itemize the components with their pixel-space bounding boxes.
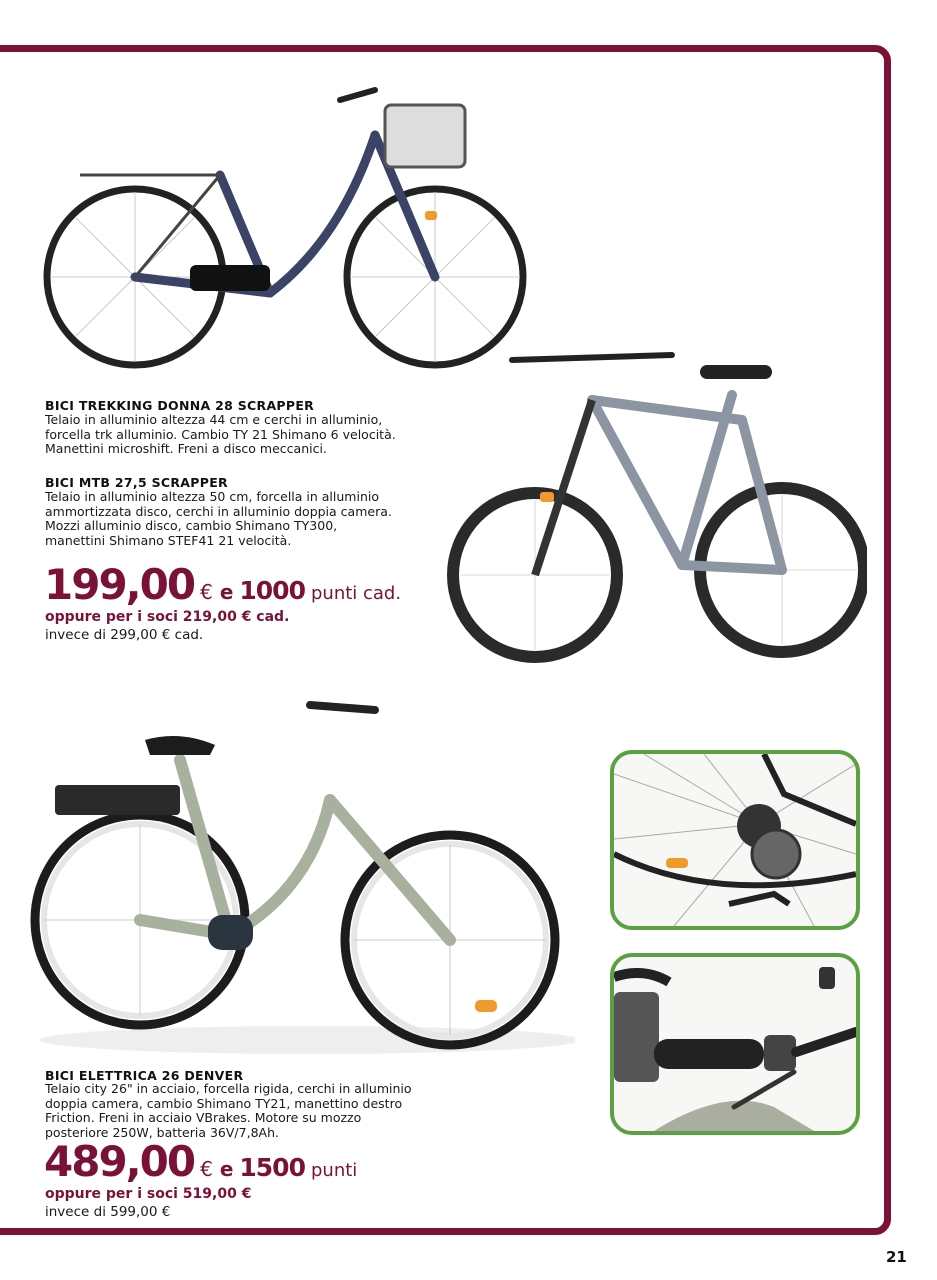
desc-line: doppia camera, cambio Shimano TY21, manettino destro <box>45 1095 403 1111</box>
desc-line: Mozzi alluminio disco, cambio Shimano TY300, <box>45 518 338 534</box>
desc-line: Manettini microshift. Freni a disco meccanici. <box>45 441 327 457</box>
points-label: punti cad. <box>310 583 402 604</box>
product-desc-mtb <box>45 490 425 548</box>
price-value: 489,00 <box>44 1137 195 1186</box>
price-and: e <box>219 580 234 604</box>
product-title-ebike: BICI ELETTRICA 26 DENVER <box>45 1068 244 1083</box>
price-currency: € <box>200 1157 213 1181</box>
desc-line: Telaio in alluminio altezza 44 cm e cerchi in alluminio, <box>45 412 383 427</box>
product-title-mtb: BICI MTB 27,5 SCRAPPER <box>45 475 228 490</box>
points-value: 1000 <box>239 576 305 605</box>
instead-of-2: invece di 599,00 € <box>45 1204 171 1220</box>
price-value: 199,00 <box>44 560 195 609</box>
points-label: punti <box>310 1160 358 1181</box>
member-price-1: oppure per i soci 219,00 € cad. <box>45 609 290 625</box>
member-price-2: oppure per i soci 519,00 € <box>45 1186 252 1202</box>
desc-line: forcella trk alluminio. Cambio TY 21 Shimano 6 velocità. <box>45 426 396 442</box>
price-row-2 <box>44 1137 357 1186</box>
desc-line: Friction. Freni in acciaio VBrakes. Motore su mozzo <box>45 1110 362 1126</box>
desc-line: ammortizzata disco, cerchi in alluminio doppia camera. <box>45 503 392 519</box>
detail-photo-hub <box>610 750 860 930</box>
instead-of-1: invece di 299,00 € cad. <box>45 627 204 643</box>
detail-photo-handlebar <box>610 953 860 1135</box>
ebike-photo <box>30 690 575 1075</box>
desc-line: Telaio city 26" in acciaio, forcella rigida, cerchi in alluminio <box>45 1081 412 1096</box>
page-number: 21 <box>886 1248 907 1266</box>
points-value: 1500 <box>239 1153 305 1182</box>
desc-line: posteriore 250W, batteria 36V/7,8Ah. <box>45 1124 279 1140</box>
desc-line: Telaio in alluminio altezza 50 cm, forcella in alluminio <box>45 489 379 504</box>
product-title-trekking: BICI TREKKING DONNA 28 SCRAPPER <box>45 398 315 413</box>
price-row-1 <box>44 560 401 609</box>
product-desc-ebike <box>45 1082 465 1140</box>
mtb-bike-photo <box>442 340 867 685</box>
price-currency: € <box>200 580 213 604</box>
trekking-bike-photo <box>40 80 535 380</box>
product-desc-trekking <box>45 413 425 457</box>
price-and: e <box>219 1157 234 1181</box>
desc-line: manettini Shimano STEF41 21 velocità. <box>45 532 292 548</box>
